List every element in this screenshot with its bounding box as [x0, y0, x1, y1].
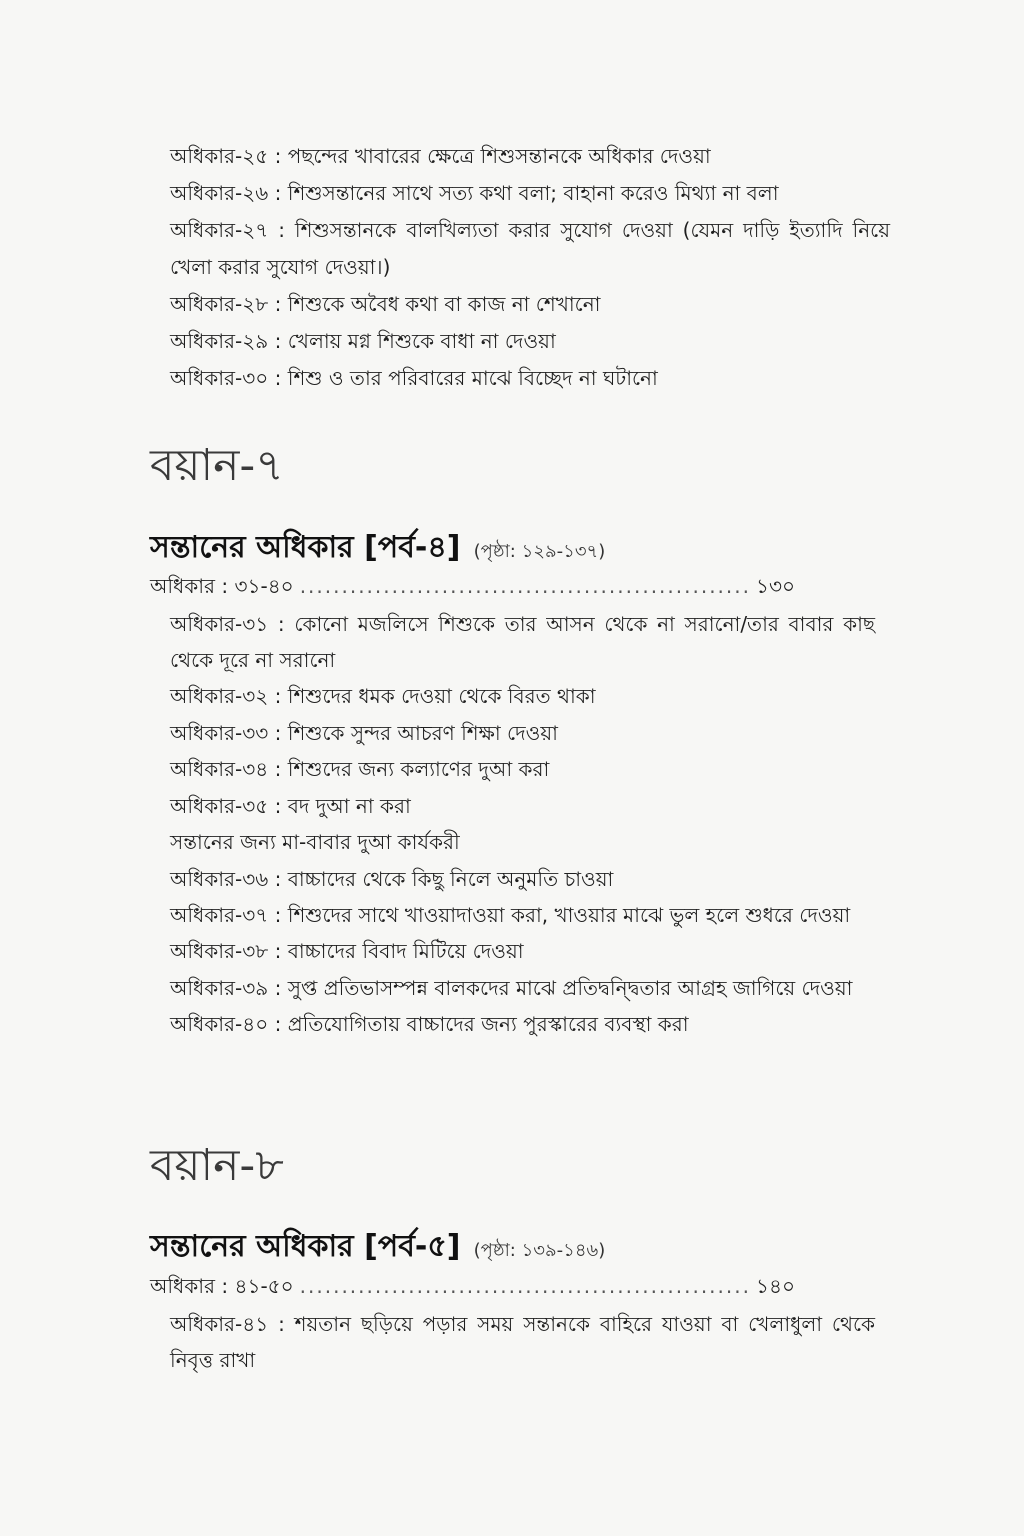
entries-top: [170, 138, 890, 397]
list-item: সন্তানের জন্য মা-বাবার দুআ কার্যকরী: [170, 830, 460, 854]
chapter-title: [150, 523, 605, 574]
summary-label: অধিকার : ৩১-৪০: [150, 574, 294, 598]
list-item: অধিকার-৩১ : কোনো মজলিসে শিশুকে তার আসন থেকে না সরানো/তার বাবার কাছ থেকে দূরে না সরানো: [170, 612, 875, 672]
list-item: অধিকার-২৭ : শিশুসন্তানকে বালখিল্যতা করার সুযোগ দেওয়া (যেমন দাড়ি ইত্যাদি নিয়ে খেলা করার সুযোগ দেওয়া।): [170, 218, 890, 279]
list-item: অধিকার-৩৫ : বদ দুআ না করা: [170, 793, 411, 818]
list-item: অধিকার-৩২ : শিশুদের ধমক দেওয়া থেকে বিরত থাকা: [170, 684, 596, 708]
list-item: অধিকার-৩০ : শিশু ও তার পরিবারের মাঝে বিচ্ছেদ না ঘটানো: [170, 366, 658, 390]
list-item: অধিকার-৩৮ : বাচ্চাদের বিবাদ মিটিয়ে দেওয়া: [170, 939, 524, 963]
list-item: অধিকার-২৮ : শিশুকে অবৈধ কথা বা কাজ না শেখানো: [170, 292, 601, 316]
chapter-title-text: সন্তানের অধিকার [পর্ব-৪]: [150, 530, 461, 565]
list-item: অধিকার-২৬ : শিশুসন্তানের সাথে সত্য কথা বলা; বাহানা করেও মিথ্যা না বলা: [170, 181, 779, 205]
list-item: অধিকার-৩৪ : শিশুদের জন্য কল্যাণের দুআ করা: [170, 757, 550, 781]
page-number: ১৩০: [756, 574, 795, 598]
page-range: (পৃষ্ঠা: ১৩৯-১৪৬): [473, 1240, 606, 1261]
section-heading: বয়ান-৭: [150, 440, 284, 491]
page-number: ১৪০: [756, 1274, 795, 1298]
entries-bayan8: [170, 1306, 875, 1378]
section-heading: বয়ান-৮: [150, 1140, 284, 1191]
chapter-title-text: সন্তানের অধিকার [পর্ব-৫]: [150, 1229, 461, 1264]
toc-summary-row: [150, 1270, 795, 1302]
list-item: অধিকার-২৫ : পছন্দের খাবারের ক্ষেত্রে শিশুসন্তানকে অধিকার দেওয়া: [170, 144, 711, 168]
list-item: অধিকার-৪১ : শয়তান ছড়িয়ে পড়ার সময় সন্তানকে বাহিরে যাওয়া বা খেলাধুলা থেকে নিবৃত্ত রাখা: [170, 1312, 875, 1372]
dot-leader: [300, 570, 750, 602]
list-item: অধিকার-৪০ : প্রতিযোগিতায় বাচ্চাদের জন্য পুরস্কারের ব্যবস্থা করা: [170, 1011, 689, 1036]
chapter-title: [150, 1222, 605, 1273]
list-item: অধিকার-৩৬ : বাচ্চাদের থেকে কিছু নিলে অনুমতি চাওয়া: [170, 866, 614, 891]
list-item: অধিকার-৩৯ : সুপ্ত প্রতিভাসম্পন্ন বালকদের মাঝে প্রতিদ্বন্দ্বিতার আগ্রহ জাগিয়ে দেওয়া: [170, 975, 853, 1000]
entries-bayan7: [170, 606, 875, 1042]
summary-label: অধিকার : ৪১-৫০: [150, 1274, 294, 1298]
page-range: (পৃষ্ঠা: ১২৯-১৩৭): [473, 541, 606, 562]
list-item: অধিকার-৩৩ : শিশুকে সুন্দর আচরণ শিক্ষা দেওয়া: [170, 720, 558, 745]
list-item: অধিকার-৩৭ : শিশুদের সাথে খাওয়াদাওয়া করা, খাওয়ার মাঝে ভুল হলে শুধরে দেওয়া: [170, 903, 851, 927]
list-item: অধিকার-২৯ : খেলায় মগ্ন শিশুকে বাধা না দেওয়া: [170, 329, 556, 353]
dot-leader: [300, 1270, 750, 1302]
toc-summary-row: [150, 570, 795, 602]
